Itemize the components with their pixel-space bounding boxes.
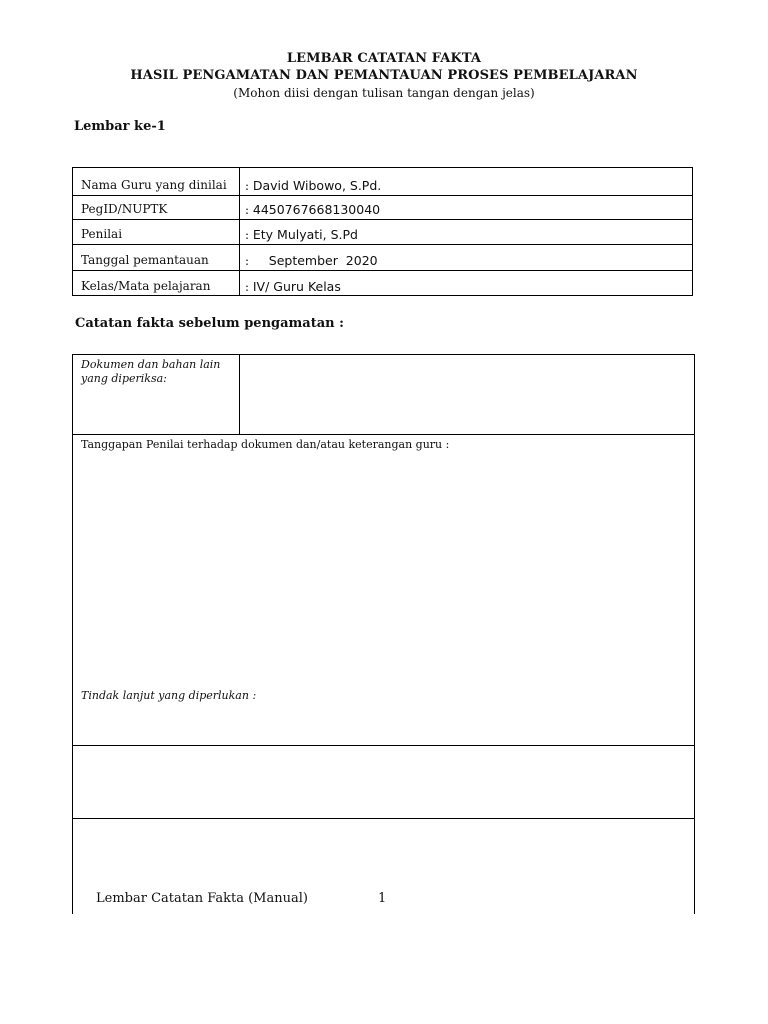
identity-row-teacher-name bbox=[73, 168, 692, 196]
row-divider bbox=[73, 745, 694, 746]
assessor-response-label: Tanggapan Penilai terhadap dokumen dan/atau keterangan guru : bbox=[81, 438, 450, 451]
identity-label: Kelas/Mata pelajaran bbox=[81, 279, 211, 293]
identity-table bbox=[72, 167, 693, 296]
footer-text: Lembar Catatan Fakta (Manual) bbox=[96, 891, 308, 906]
identity-value: David Wibowo, S.Pd. bbox=[252, 178, 382, 193]
identity-value: September 2020 bbox=[252, 253, 378, 268]
documents-label: Dokumen dan bahan lain yang diperiksa: bbox=[81, 358, 221, 385]
identity-value-field[interactable] bbox=[245, 227, 358, 242]
document-title: LEMBAR CATATAN FAKTA bbox=[286, 51, 482, 66]
row-divider bbox=[73, 434, 694, 435]
column-divider bbox=[239, 245, 240, 270]
identity-label: Tanggal pemantauan bbox=[81, 253, 209, 267]
colon: : bbox=[245, 280, 250, 294]
colon: : bbox=[245, 228, 250, 242]
identity-value: 4450767668130040 bbox=[252, 202, 381, 217]
identity-label: PegID/NUPTK bbox=[81, 202, 168, 216]
column-divider bbox=[239, 271, 240, 296]
identity-value-field[interactable] bbox=[245, 202, 380, 217]
document-subtitle-heading: HASIL PENGAMATAN DAN PEMANTAUAN PROSES PEMBELAJARAN bbox=[130, 68, 638, 83]
identity-label: Nama Guru yang dinilai bbox=[81, 178, 227, 192]
notes-table bbox=[72, 354, 695, 914]
identity-value-field[interactable] bbox=[245, 178, 381, 193]
column-divider bbox=[239, 355, 240, 434]
page-number: 1 bbox=[378, 891, 387, 906]
sheet-number: Lembar ke-1 bbox=[74, 119, 166, 134]
identity-row-pegid bbox=[73, 196, 692, 220]
column-divider bbox=[239, 168, 240, 195]
colon: : bbox=[245, 254, 250, 268]
identity-label: Penilai bbox=[81, 227, 123, 241]
column-divider bbox=[239, 220, 240, 244]
identity-value: IV/ Guru Kelas bbox=[252, 279, 341, 294]
instruction-note: (Mohon diisi dengan tulisan tangan dengan jelas) bbox=[233, 86, 535, 100]
followup-label: Tindak lanjut yang diperlukan : bbox=[81, 689, 257, 702]
section-heading: Catatan fakta sebelum pengamatan : bbox=[75, 316, 344, 331]
identity-row-assessor bbox=[73, 220, 692, 245]
identity-value: Ety Mulyati, S.Pd bbox=[252, 227, 358, 242]
identity-row-monitoring-date bbox=[73, 245, 692, 271]
colon: : bbox=[245, 203, 250, 217]
identity-row-class-subject bbox=[73, 271, 692, 296]
colon: : bbox=[245, 179, 250, 193]
identity-value-field[interactable] bbox=[245, 279, 341, 294]
row-divider bbox=[73, 818, 694, 819]
column-divider bbox=[239, 196, 240, 219]
identity-value-field[interactable] bbox=[245, 253, 378, 268]
